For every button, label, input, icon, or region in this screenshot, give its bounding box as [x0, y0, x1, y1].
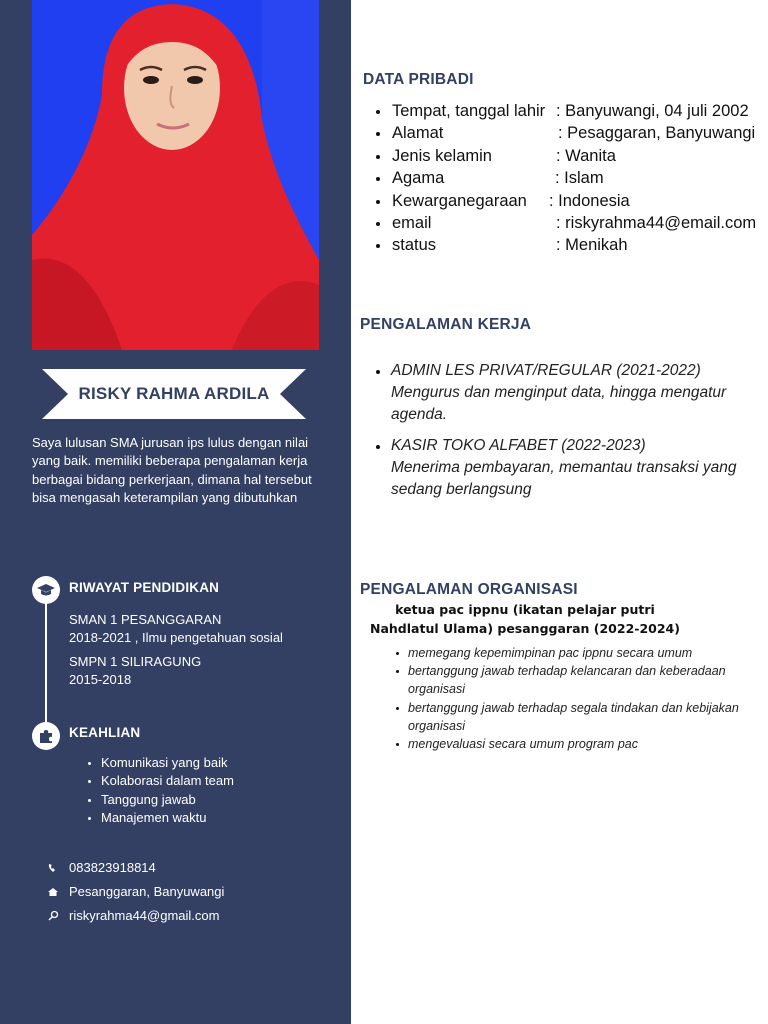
personal-label: status: [392, 236, 437, 255]
personal-value: : Banyuwangi, 04 juli 2002: [556, 102, 749, 120]
education-detail: 2018-2021 , Ilmu pengetahuan sosial: [69, 630, 283, 645]
personal-value: : Islam: [555, 169, 604, 188]
work-role: ADMIN LES PRIVAT/REGULAR (2021-2022): [391, 362, 701, 379]
organization-item: mengevaluasi secara umum program pac: [394, 735, 739, 753]
email-text: riskyrahma44@gmail.com: [69, 908, 220, 923]
education-school: SMAN 1 PESANGGARAN: [69, 612, 222, 627]
contact-phone: [48, 860, 156, 875]
search-icon: [48, 910, 69, 921]
education-detail: 2015-2018: [69, 672, 132, 687]
skills-list: [88, 754, 234, 828]
contact-email: [48, 908, 219, 923]
work-item: [374, 435, 754, 501]
personal-row: [374, 100, 749, 122]
education-title: RIWAYAT PENDIDIKAN: [69, 580, 220, 595]
profile-summary: Saya lulusan SMA jurusan ips lulus dengan nilai yang baik. memiliki beberapa pengalaman kerja berbagai bidang perkerjaan, dimana hal tersebut bisa mengasah keterampilan yang dibutuhkan: [32, 435, 312, 506]
work-title: PENGALAMAN KERJA: [360, 316, 532, 333]
work-desc: Menerima pembayaran, memantau transaksi yang sedang berlangsung: [391, 459, 737, 498]
work-role: KASIR TOKO ALFABET (2022-2023): [391, 437, 646, 454]
full-name: RISKY RAHMA ARDILA: [78, 384, 270, 403]
personal-label: Jenis kelamin: [392, 146, 492, 165]
organization-title: PENGALAMAN ORGANISASI: [360, 581, 578, 598]
personal-value: : riskyrahma44@email.com: [556, 214, 757, 233]
graduation-cap-icon: [32, 576, 60, 604]
education-school: SMPN 1 SILIRAGUNG: [69, 654, 202, 669]
personal-label: email: [392, 214, 432, 233]
home-icon: [48, 887, 69, 897]
personal-row: [374, 190, 630, 212]
organization-heading: ketua pac ippnu (ikatan pelajar putri Nahdlatul Ulama) pesanggaran (2022-2024): [370, 602, 680, 636]
personal-label: Alamat: [392, 124, 444, 143]
address-text: Pesanggaran, Banyuwangi: [69, 884, 225, 899]
personal-data-list: [374, 100, 757, 257]
personal-row: [374, 167, 604, 189]
skill-item: Tanggung jawab: [88, 791, 234, 809]
organization-item: memegang kepemimpinan pac ippnu secara umum: [394, 644, 739, 662]
phone-icon: [48, 863, 69, 873]
skill-item: Komunikasi yang baik: [88, 754, 234, 772]
name-ribbon: [42, 369, 306, 419]
personal-value: : Menikah: [556, 236, 628, 255]
skills-title: KEAHLIAN: [69, 725, 141, 740]
personal-value: : Pesaggaran, Banyuwangi: [558, 124, 756, 143]
work-desc: Mengurus dan menginput data, hingga mengatur agenda.: [391, 384, 727, 423]
personal-row: [374, 145, 616, 167]
personal-data-title: DATA PRIBADI: [363, 71, 474, 88]
skill-item: Kolaborasi dalam team: [88, 772, 234, 790]
organization-item: bertanggung jawab terhadap segala tindakan dan kebijakan organisasi: [394, 699, 739, 735]
phone-text: 083823918814: [69, 860, 156, 875]
timeline-line: [45, 598, 47, 730]
personal-value: : Indonesia: [549, 191, 630, 210]
personal-value: : Wanita: [556, 146, 616, 165]
personal-row: [374, 122, 756, 144]
personal-row: [374, 234, 628, 256]
personal-label: Agama: [392, 169, 445, 188]
profile-photo: [32, 0, 319, 350]
skill-item: Manajemen waktu: [88, 809, 234, 827]
personal-row: [374, 212, 757, 234]
personal-label: Tempat, tanggal lahir: [392, 102, 546, 120]
puzzle-icon: [32, 722, 60, 750]
work-item: [374, 360, 754, 426]
organization-list: [394, 644, 739, 753]
personal-label: Kewarganegaraan: [392, 191, 527, 210]
education-item: [69, 653, 201, 689]
organization-item: bertanggung jawab terhadap kelancaran dan keberadaan organisasi: [394, 662, 739, 698]
education-item: [69, 611, 283, 647]
contact-address: [48, 884, 224, 899]
work-list: [374, 360, 754, 510]
sidebar: [0, 0, 351, 1024]
